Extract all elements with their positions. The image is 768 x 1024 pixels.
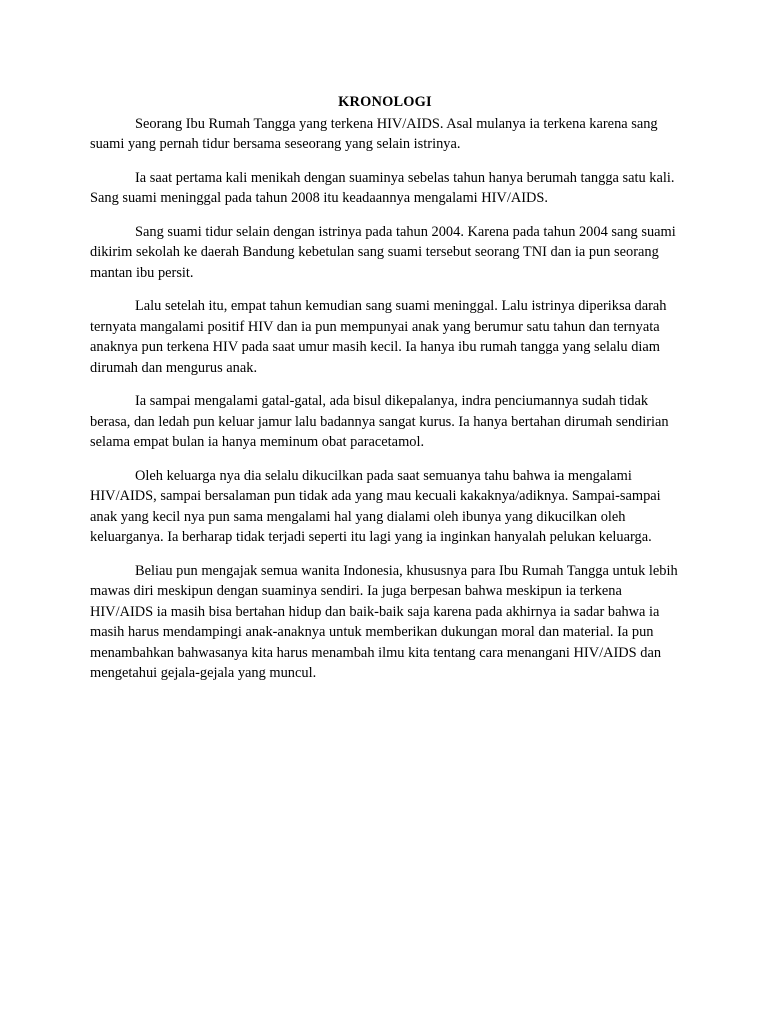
paragraph-1: Seorang Ibu Rumah Tangga yang terkena HIV/AIDS. Asal mulanya ia terkena karena sang suami yang pernah tidur bersama seseorang yang selain istrinya. (90, 115, 658, 152)
paragraph-3: Sang suami tidur selain dengan istrinya pada tahun 2004. Karena pada tahun 2004 sang suami dikirim sekolah ke daerah Bandung kebetulan sang suami tersebut seorang TNI dan ia pun seorang mantan ibu persit. (90, 223, 676, 281)
document-body (90, 92, 680, 697)
paragraph-5: Ia sampai mengalami gatal-gatal, ada bisul dikepalanya, indra penciumannya sudah tidak berasa, dan ledah pun keluar jamur lalu badannya sangat kurus. Ia hanya bertahan dirumah sendirian selama empat bulan ia hanya meminum obat paracetamol. (90, 393, 669, 450)
paragraph-2: Ia saat pertama kali menikah dengan suaminya sebelas tahun hanya berumah tangga satu kali. Sang suami meninggal pada tahun 2008 itu keadaannya mengalami HIV/AIDS. (90, 169, 675, 206)
paragraph-7: Beliau pun mengajak semua wanita Indonesia, khususnya para Ibu Rumah Tangga untuk lebih mawas diri meskipun dengan suaminya sendiri. Ia juga berpesan bahwa meskipun ia terkena HIV/AIDS ia masih bisa bertahan hidup dan baik-baik saja karena pada akhirnya ia sadar bahwa ia masih harus mendampingi anak-anaknya untuk memberikan dukungan moral dan material. Ia pun menambahkan bahwasanya kita harus menambah ilmu kita tentang cara menangani HIV/AIDS dan mengetahui gejala-gejala yang muncul. (90, 562, 678, 681)
document-title: KRONOLOGI (338, 94, 432, 110)
paragraph-6: Oleh keluarga nya dia selalu dikucilkan pada saat semuanya tahu bahwa ia mengalami HIV/AIDS, sampai bersalaman pun tidak ada yang mau kecuali kakaknya/adiknya. Sampai-sampai anak yang kecil nya pun sama mengalami hal yang dialami oleh ibunya yang dikucilkan oleh keluarganya. Ia berharap tidak terjadi seperti itu lagi yang ia inginkan hanyalah pelukan keluarga. (90, 467, 661, 545)
paragraph-4: Lalu setelah itu, empat tahun kemudian sang suami meninggal. Lalu istrinya diperiksa darah ternyata mangalami positif HIV dan ia pun mempunyai anak yang berumur satu tahun dan ternyata anaknya pun terkena HIV pada saat umur masih kecil. Ia hanya ibu rumah tangga yang selalu diam dirumah dan mengurus anak. (90, 298, 667, 376)
